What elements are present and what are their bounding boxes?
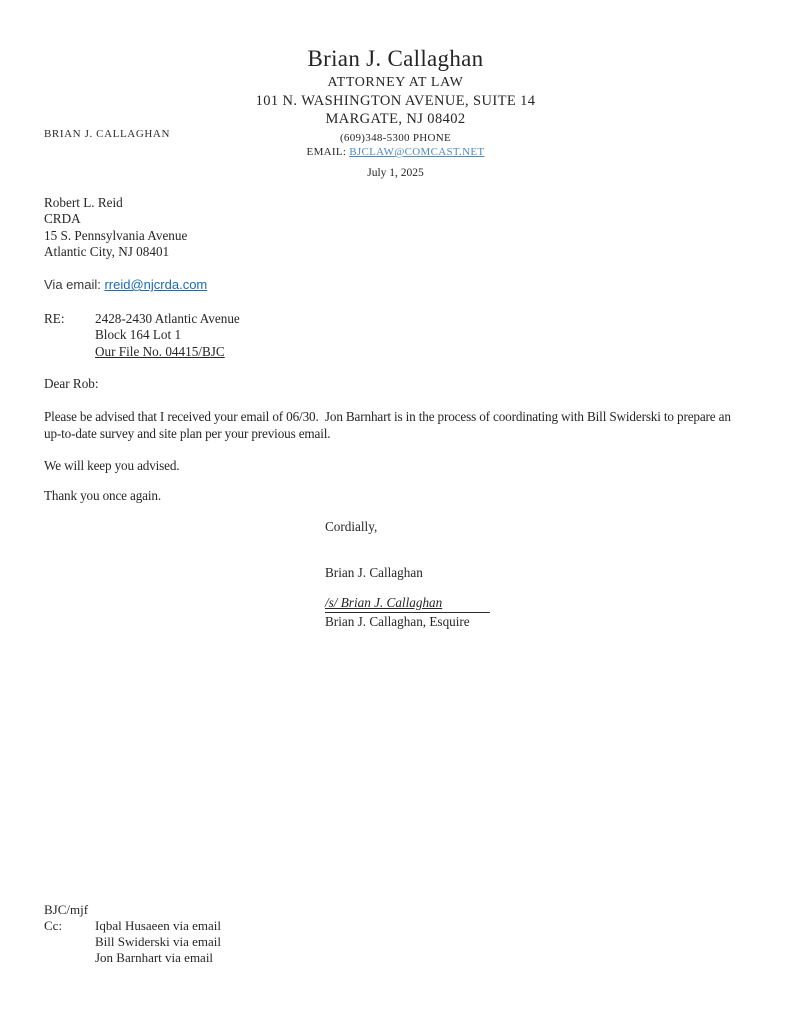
cc-item: Iqbal Husaeen via email [95,918,221,933]
re-label: RE: [44,311,65,326]
letterhead-attorney-name: Brian J. Callaghan [307,46,484,71]
recipient-organization: CRDA [44,211,81,227]
letterhead-address-line1: 101 N. WASHINGTON AVENUE, SUITE 14 [255,93,536,109]
letterhead-attorney-title: ATTORNEY AT LAW [327,75,464,90]
via-email-label: Via email: [44,277,105,292]
recipient-name: Robert L. Reid [44,195,123,210]
signature-line: /s/ Brian J. Callaghan [325,595,490,613]
letter-date: July 1, 2025 [367,167,424,179]
cc-label: Cc: [44,918,63,933]
letterhead-email-line [0,146,791,158]
cc-item: Jon Barnhart via email [95,950,214,965]
footer [44,902,221,966]
letterhead-address-line2: MARGATE, NJ 08402 [325,111,466,127]
recipient-city-state-zip: Atlantic City, NJ 08401 [44,244,170,260]
via-email-line [44,277,207,292]
salutation: Dear Rob: [44,376,99,391]
signer-name-title: Brian J. Callaghan, Esquire [325,614,470,629]
closing: Cordially, [325,519,378,534]
cc-item: Bill Swiderski via email [95,934,222,949]
letterhead-phone: (609)348-5300 PHONE [339,132,452,144]
re-file-number: Our File No. 04415/BJC [95,343,225,359]
recipient-email-link[interactable]: rreid@njcrda.com [104,277,208,292]
body-paragraph-3: Thank you once again. [44,488,161,503]
body-paragraph-1: Please be advised that I received your email of 06/30. Jon Barnhart is in the process of coordinating with Bill Swiderski to prepare an up-to-date survey and site plan per your previous email. [44,409,734,441]
recipient-address-block [44,195,187,261]
recipient-street: 15 S. Pennsylvania Avenue [44,227,188,243]
cc-block [44,918,221,966]
cc-items [95,918,221,966]
re-property-address: 2428-2430 Atlantic Avenue [95,311,240,326]
re-block-lot: Block 164 Lot 1 [95,327,182,343]
body-paragraph-2: We will keep you advised. [44,458,180,473]
letterhead-email-link[interactable]: BJCLAW@COMCAST.NET [349,146,485,158]
typist-initials: BJC/mjf [44,902,89,917]
re-block [44,311,240,360]
re-lines [95,311,240,360]
letterhead-left-name: BRIAN J. CALLAGHAN [44,128,170,140]
letterhead [0,46,791,158]
letterhead-email-label: EMAIL: [306,146,350,158]
signer-typed-name: Brian J. Callaghan [325,565,423,580]
